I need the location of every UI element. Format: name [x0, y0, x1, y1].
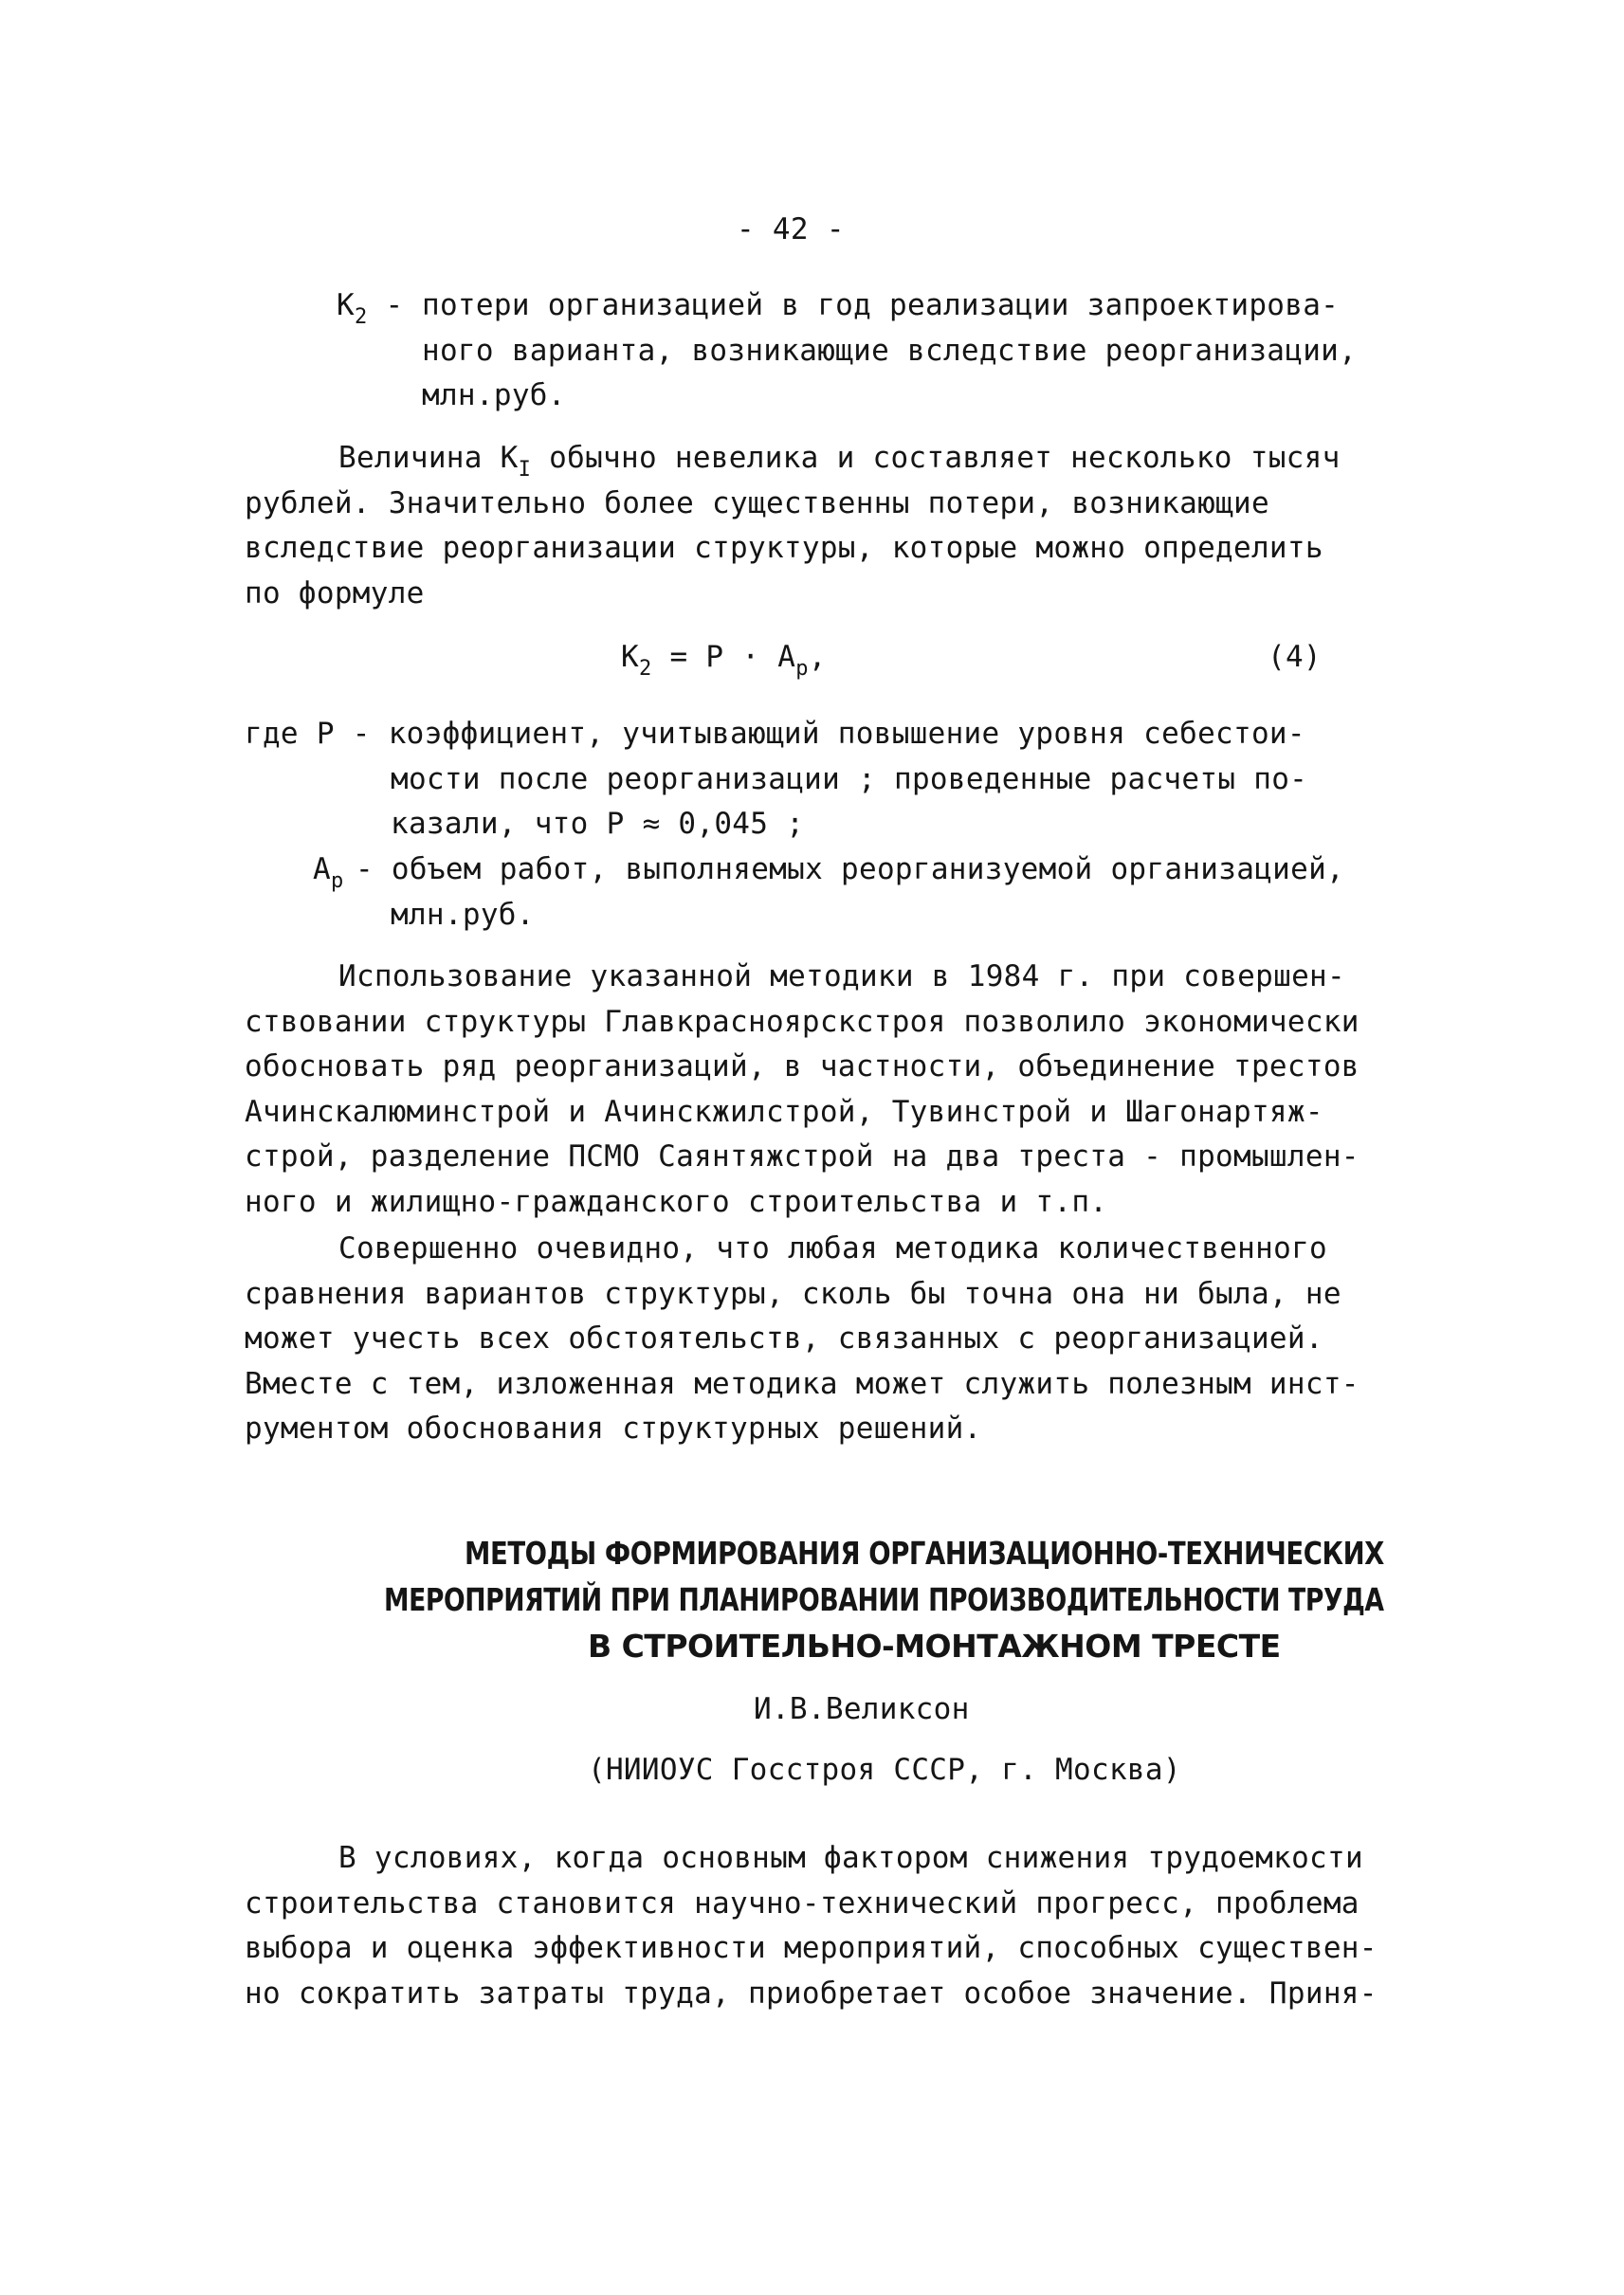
paragraph-1-line-3: вследствие реорганизации структуры, которые можно определить	[245, 531, 1323, 565]
k1-subscript: I	[518, 458, 532, 482]
paragraph-4-line-3: выбора и оценка эффективности мероприятий, способных существен-	[245, 1931, 1378, 1965]
article-affiliation: (НИИОУС Госстроя СССР, г. Москва)	[588, 1753, 1181, 1787]
paragraph-2-line-4: Ачинскалюминстрой и Ачинскжилстрой, Тувинстрой и Шагонартяж-	[245, 1095, 1323, 1129]
formula-middle: = Р · А	[651, 640, 796, 674]
paragraph-3-line-5: рументом обоснования структурных решений.	[245, 1412, 982, 1446]
paragraph-2-line-3: обосновать ряд реорганизаций, в частности, объединение трестов	[245, 1049, 1359, 1084]
paragraph-2-line-2: ствовании структуры Главкрасноярскстроя позволило экономически	[245, 1005, 1359, 1039]
article-title-line-1: МЕТОДЫ ФОРМИРОВАНИЯ ОРГАНИЗАЦИОННО-ТЕХНИЧЕСКИХ	[465, 1535, 1384, 1572]
paragraph-1-line-1	[338, 439, 1341, 481]
article-author: И.В.Великсон	[754, 1692, 970, 1726]
ap-symbol-subscript: р	[330, 869, 344, 893]
paragraph-2-line-1: Использование указанной методики в 1984 г. при совершен-	[338, 959, 1345, 993]
paragraph-1-text-a: Величина К	[338, 441, 519, 475]
k2-symbol-letter: К	[337, 288, 355, 322]
k2-symbol-subscript: 2	[354, 305, 368, 329]
ap-symbol	[313, 850, 344, 892]
formula-number: (4)	[1268, 640, 1322, 674]
paragraph-4-line-1: В условиях, когда основным фактором снижения трудоемкости	[338, 1841, 1363, 1875]
paragraph-3-line-1: Совершенно очевидно, что любая методика количественного	[338, 1231, 1327, 1266]
formula-4	[621, 638, 827, 680]
paragraph-1-text-b: обычно невелика и составляет несколько тысяч	[531, 441, 1341, 475]
formula-lhs-subscript: 2	[638, 657, 652, 681]
paragraph-1-line-2: рублей. Значительно более существенны потери, возникающие	[245, 486, 1269, 520]
k2-symbol	[337, 286, 403, 328]
paragraph-3-line-3: может учесть всех обстоятельств, связанных с реорганизацией.	[245, 1321, 1323, 1356]
k2-definition-line-3: млн.руб.	[422, 378, 566, 412]
formula-rhs-subscript: р	[795, 657, 809, 681]
paragraph-3-line-2: сравнения вариантов структуры, сколь бы точна она ни была, не	[245, 1277, 1341, 1311]
p-definition-line-3: казали, что Р ≈ 0,045 ;	[391, 807, 805, 841]
k2-definition-line-2: ного варианта, возникающие вследствие реорганизации,	[422, 334, 1358, 368]
k2-definition-line-1: потери организацией в год реализации запроектирова-	[422, 288, 1340, 322]
article-title-line-3: В СТРОИТЕЛЬНО-МОНТАЖНОМ ТРЕСТЕ	[588, 1628, 1281, 1665]
p-definition-line-2: мости после реорганизации ; проведенные расчеты по-	[391, 762, 1308, 796]
p-definition-line-1: где Р - коэффициент, учитывающий повышение уровня себестои-	[245, 717, 1305, 751]
page-number: - 42 -	[737, 212, 845, 246]
ap-definition-line-1: - объем работ, выполняемых реорганизуемой организацией,	[356, 852, 1344, 886]
paragraph-1-line-4: по формуле	[245, 576, 425, 610]
paragraph-4-line-4: но сократить затраты труда, приобретает особое значение. Приня-	[245, 1976, 1378, 2011]
ap-symbol-letter: А	[313, 852, 331, 886]
k2-dash: -	[385, 288, 404, 322]
ap-definition-line-2: млн.руб.	[391, 898, 535, 932]
paragraph-2-line-6: ного и жилищно-гражданского строительства и т.п.	[245, 1185, 1108, 1219]
formula-lhs: К	[621, 640, 639, 674]
formula-end: ,	[808, 640, 827, 674]
paragraph-4-line-2: строительства становится научно-технический прогресс, проблема	[245, 1886, 1359, 1921]
paragraph-2-line-5: строй, разделение ПСМО Саянтяжстрой на два треста - промышлен-	[245, 1139, 1359, 1174]
paragraph-3-line-4: Вместе с тем, изложенная методика может служить полезным инст-	[245, 1367, 1359, 1401]
article-title-line-2: МЕРОПРИЯТИЙ ПРИ ПЛАНИРОВАНИИ ПРОИЗВОДИТЕЛЬНОСТИ ТРУДА	[384, 1581, 1384, 1618]
